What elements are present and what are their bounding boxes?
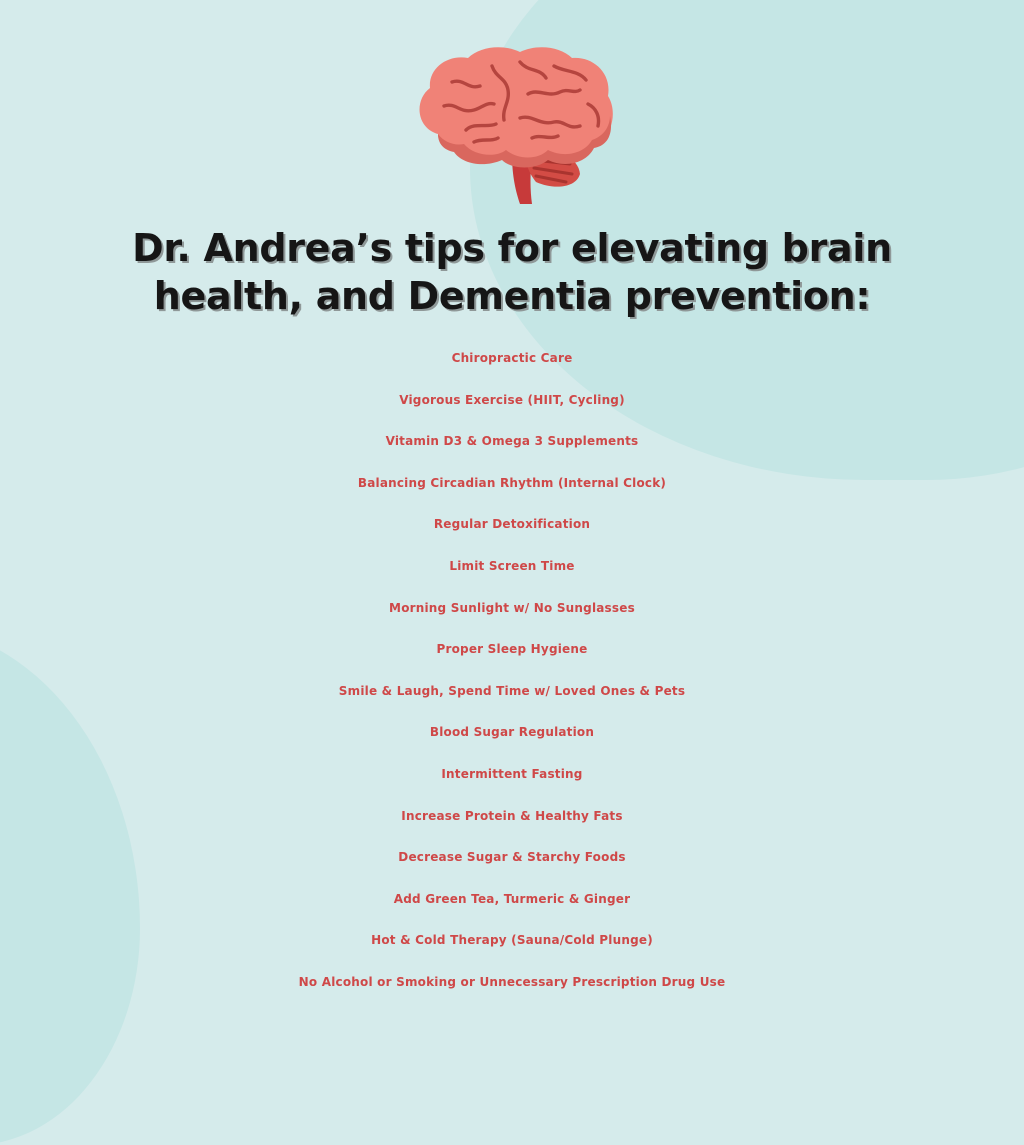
tip-item: Vitamin D3 & Omega 3 Supplements bbox=[385, 434, 639, 449]
page-title-line-2: health, and Dementia prevention: bbox=[153, 274, 871, 318]
page-title bbox=[20, 224, 1004, 320]
tip-item: Smile & Laugh, Spend Time w/ Loved Ones & Pets bbox=[338, 683, 686, 698]
brain-icon bbox=[408, 42, 618, 212]
tip-item: No Alcohol or Smoking or Unnecessary Prescription Drug Use bbox=[298, 974, 726, 989]
tip-item: Chiropractic Care bbox=[451, 351, 573, 365]
tip-item: Decrease Sugar & Starchy Foods bbox=[398, 850, 626, 865]
tip-item: Limit Screen Time bbox=[449, 558, 575, 573]
tip-item: Regular Detoxification bbox=[433, 517, 591, 532]
tip-item: Add Green Tea, Turmeric & Ginger bbox=[393, 891, 631, 906]
tip-item: Balancing Circadian Rhythm (Internal Clock) bbox=[357, 475, 667, 490]
tip-item: Blood Sugar Regulation bbox=[429, 725, 595, 740]
tip-item: Proper Sleep Hygiene bbox=[436, 642, 588, 657]
tip-item: Vigorous Exercise (HIIT, Cycling) bbox=[399, 392, 625, 407]
page-title-line-1: Dr. Andrea’s tips for elevating brain bbox=[132, 226, 892, 270]
tips-list bbox=[0, 338, 1024, 1004]
tip-item: Morning Sunlight w/ No Sunglasses bbox=[389, 600, 635, 615]
tip-item: Increase Protein & Healthy Fats bbox=[401, 808, 623, 823]
tip-item: Hot & Cold Therapy (Sauna/Cold Plunge) bbox=[371, 933, 653, 948]
tip-item: Intermittent Fasting bbox=[441, 766, 583, 781]
